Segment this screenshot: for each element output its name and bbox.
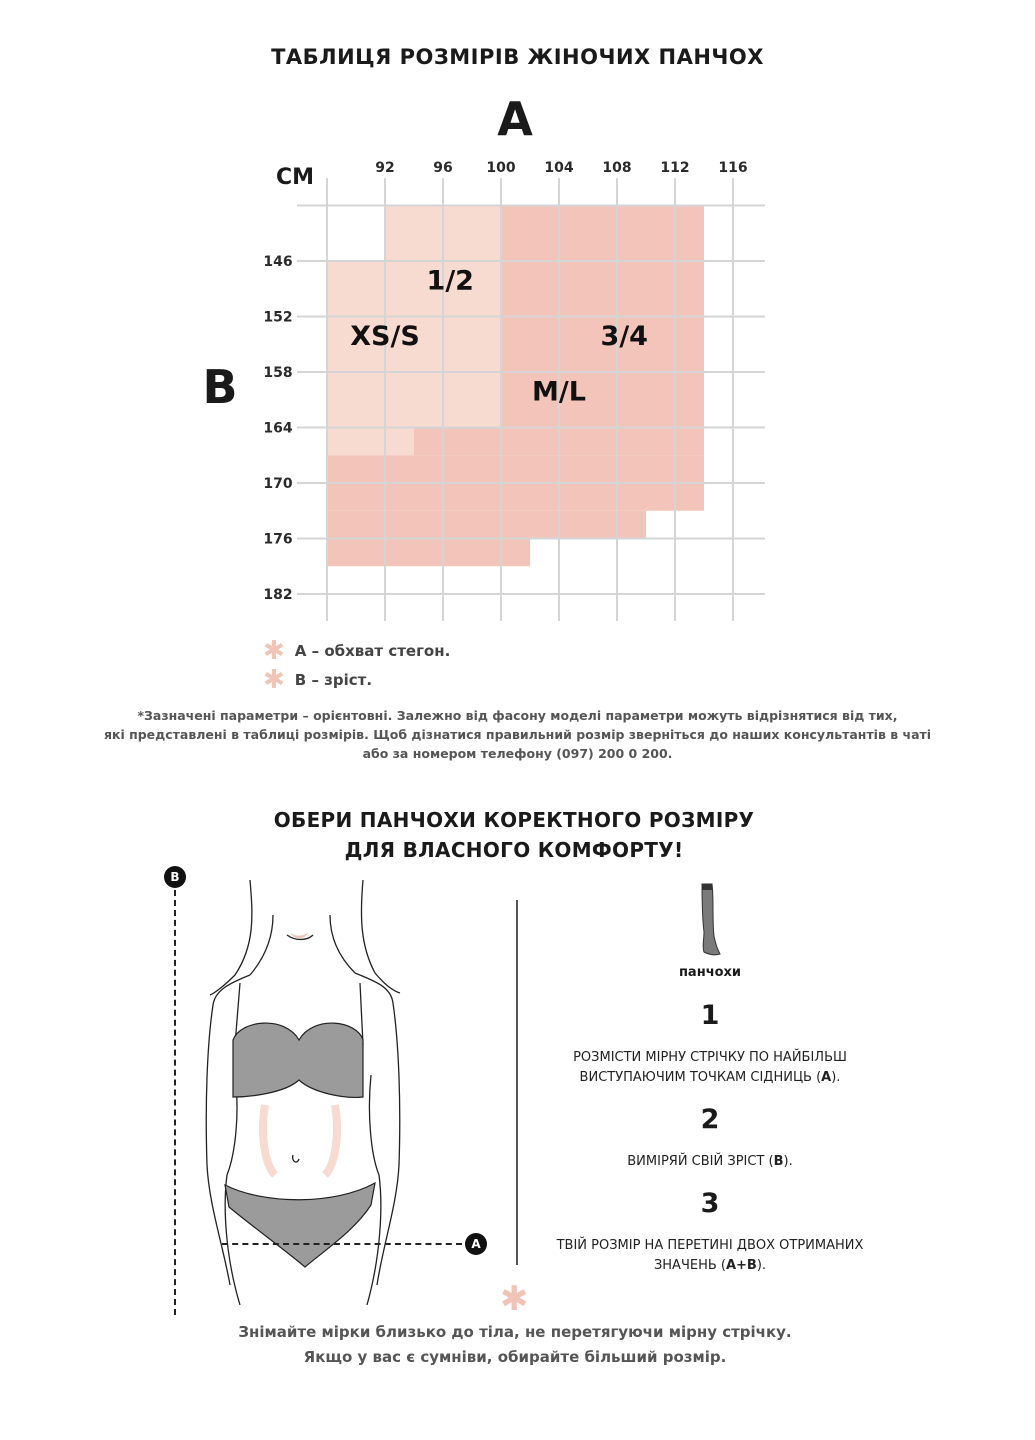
size-label: M/L bbox=[532, 376, 586, 408]
axis-b-letter: B bbox=[202, 360, 238, 414]
asterisk-icon: ✱ bbox=[500, 1279, 529, 1319]
a-tick-label: 112 bbox=[660, 160, 690, 176]
guide-title-line: ДЛЯ ВЛАСНОГО КОМФОРТУ! bbox=[344, 838, 684, 862]
step-1-number: 1 bbox=[700, 1000, 720, 1031]
size-region-3-4 bbox=[327, 511, 646, 539]
step-2-number: 2 bbox=[700, 1104, 720, 1135]
size-region-3-4 bbox=[327, 539, 530, 567]
a-tick-label: 108 bbox=[602, 160, 632, 176]
disclaimer-note bbox=[20, 706, 1015, 763]
size-chart bbox=[0, 0, 1035, 640]
b-tick-label: 152 bbox=[263, 309, 293, 326]
b-tick-label: 146 bbox=[263, 254, 293, 270]
step-3-number: 3 bbox=[700, 1188, 720, 1219]
legend-a-text: A – обхват стегон. bbox=[294, 642, 451, 660]
step-3-text bbox=[520, 1236, 900, 1276]
axis-a-letter: A bbox=[497, 92, 533, 146]
a-tick-label: 100 bbox=[486, 160, 516, 176]
hip-measure-line bbox=[222, 1243, 462, 1245]
size-label: 3/4 bbox=[600, 321, 648, 352]
marker-a: A bbox=[465, 1233, 487, 1255]
asterisk-icon: ✱ bbox=[263, 665, 285, 695]
b-tick-label: 170 bbox=[263, 476, 293, 492]
footer-line: Знімайте мірки близько до тіла, не перетягуючи мірну стрічку. bbox=[238, 1323, 792, 1341]
size-region-1-2 bbox=[327, 428, 414, 456]
a-tick-label: 96 bbox=[433, 160, 453, 176]
guide-title bbox=[0, 805, 1028, 865]
woman-figure-illustration bbox=[195, 875, 495, 1315]
b-tick-label: 158 bbox=[263, 365, 293, 381]
step-3-line-1: ТВІЙ РОЗМІР НА ПЕРЕТИНІ ДВОХ ОТРИМАНИХ bbox=[556, 1238, 864, 1253]
step-2-text bbox=[520, 1152, 900, 1172]
step-2-line-1: ВИМІРЯЙ СВІЙ ЗРІСТ (B). bbox=[627, 1154, 793, 1169]
size-label: 1/2 bbox=[426, 265, 474, 297]
footer-tip bbox=[0, 1320, 1030, 1370]
b-tick-label: 182 bbox=[263, 587, 293, 603]
unit-label: СМ bbox=[276, 165, 315, 190]
legend-b-text: B – зріст. bbox=[294, 671, 373, 689]
note-line: *Зазначені параметри – орієнтовні. Залежно від фасону моделі параметри можуть відрізнятися від тих, bbox=[137, 708, 898, 723]
a-tick-label: 116 bbox=[718, 160, 748, 176]
size-label: XS/S bbox=[350, 321, 420, 352]
height-measure-line bbox=[174, 890, 176, 1315]
step-1-line-2: ВИСТУПАЮЧИМ ТОЧКАМ СІДНИЦЬ (A). bbox=[579, 1070, 841, 1085]
guide-title-line: ОБЕРИ ПАНЧОХИ КОРЕКТНОГО РОЗМІРУ bbox=[273, 808, 755, 832]
legend-item-b bbox=[263, 667, 372, 693]
stocking-icon bbox=[690, 880, 730, 960]
a-tick-label: 92 bbox=[375, 160, 395, 176]
a-tick-label: 104 bbox=[544, 160, 574, 176]
footer-line: Якщо у вас є сумніви, обирайте більший розмір. bbox=[303, 1348, 727, 1366]
note-line: або за номером телефону (097) 200 0 200. bbox=[362, 746, 673, 761]
asterisk-icon: ✱ bbox=[263, 636, 285, 666]
section-divider bbox=[516, 900, 518, 1265]
chart-title: ТАБЛИЦЯ РОЗМІРІВ ЖІНОЧИХ ПАНЧОХ bbox=[271, 45, 764, 69]
marker-b: B bbox=[164, 866, 186, 888]
step-3-line-2: ЗНАЧЕНЬ (A+B). bbox=[653, 1258, 767, 1273]
step-1-text bbox=[520, 1048, 900, 1088]
b-tick-label: 176 bbox=[263, 531, 293, 548]
step-1-line-1: РОЗМІСТИ МІРНУ СТРІЧКУ ПО НАЙБІЛЬШ bbox=[573, 1050, 847, 1065]
legend-item-a bbox=[263, 638, 450, 664]
b-tick-label: 164 bbox=[263, 420, 293, 437]
product-label: панчохи bbox=[678, 965, 742, 980]
note-line: які представлені в таблиці розмірів. Щоб дізнатися правильний розмір зверніться до наших консультантів в чаті bbox=[103, 727, 932, 742]
